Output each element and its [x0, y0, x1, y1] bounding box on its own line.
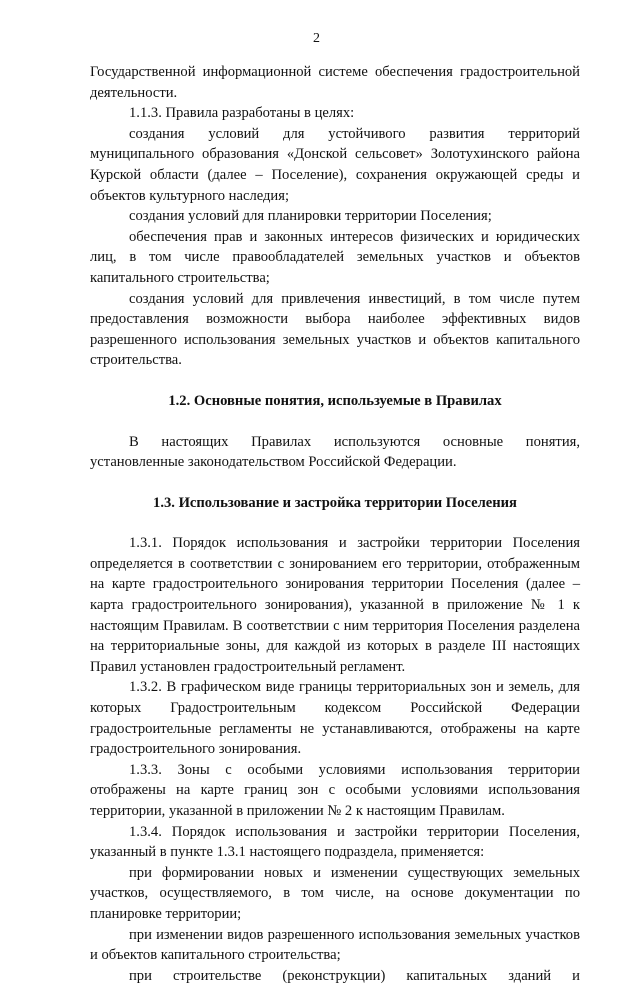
paragraph: 1.3.2. В графическом виде границы территориальных зон и земель, для которых Градостроительным кодексом Российской Федерации градостроительные регламенты не устанавливаются, отображены на карте градостроительного зонирования. — [90, 679, 580, 758]
paragraph: при изменении видов разрешенного использования земельных участков и объектов капитального строительства; — [90, 926, 580, 964]
paragraph: 1.1.3. Правила разработаны в целях: — [129, 105, 355, 122]
page-number: 2 — [313, 31, 320, 46]
paragraph: 1.3.4. Порядок использования и застройки территории Поселения, указанный в пункте 1.3.1 настоящего подраздела, применяется: — [90, 823, 580, 861]
section-heading: 1.2. Основные понятия, используемые в Правилах — [168, 392, 502, 409]
paragraph: создания условий для устойчивого развития территорий муниципального образования «Донской сельсовет» Золотухинского района Курской области (далее – Поселение), сохранения окружающей среды и объектов культурного наследия; — [90, 125, 580, 204]
paragraph: 1.3.3. Зоны с особыми условиями использования территории отображены на карте границ зон с особыми условиями использования территории, указанной в приложении № 2 к настоящим Правилам. — [90, 761, 580, 819]
paragraph: при формировании новых и изменении существующих земельных участков, осуществляемого, в том числе, на основе документации по планировке территории; — [90, 864, 580, 922]
paragraph: создания условий для привлечения инвестиций, в том числе путем предоставления возможности выбора наиболее эффективных видов разрешенного использования земельных участков и объектов капитального строительства. — [90, 290, 580, 369]
paragraph: при строительстве (реконструкции) капитальных зданий и — [129, 967, 580, 984]
paragraph: В настоящих Правилах используются основные понятия, установленные законодательством Российской Федерации. — [90, 433, 580, 471]
document-body — [90, 62, 580, 986]
section-heading: 1.3. Использование и застройка территории Поселения — [153, 494, 517, 511]
paragraph: создания условий для планировки территории Поселения; — [129, 208, 492, 225]
paragraph: Государственной информационной системе обеспечения градостроительной деятельности. — [90, 64, 580, 101]
paragraph: обеспечения прав и законных интересов физических и юридических лиц, в том числе правообладателей земельных участков и объектов капитального строительства; — [90, 228, 580, 286]
paragraph: 1.3.1. Порядок использования и застройки территории Поселения определяется в соответствии с зонированием его территории, отображенным на карте градостроительного зонирования территории Поселения (далее – карта градостроительного зонирования), указанной в приложение № 1 к настоящим Правилам. В соответствии с ним территория Поселения разделена на территориальные зоны, для каждой из которых в разделе III настоящих Правил установлен градостроительный регламент. — [90, 535, 580, 675]
